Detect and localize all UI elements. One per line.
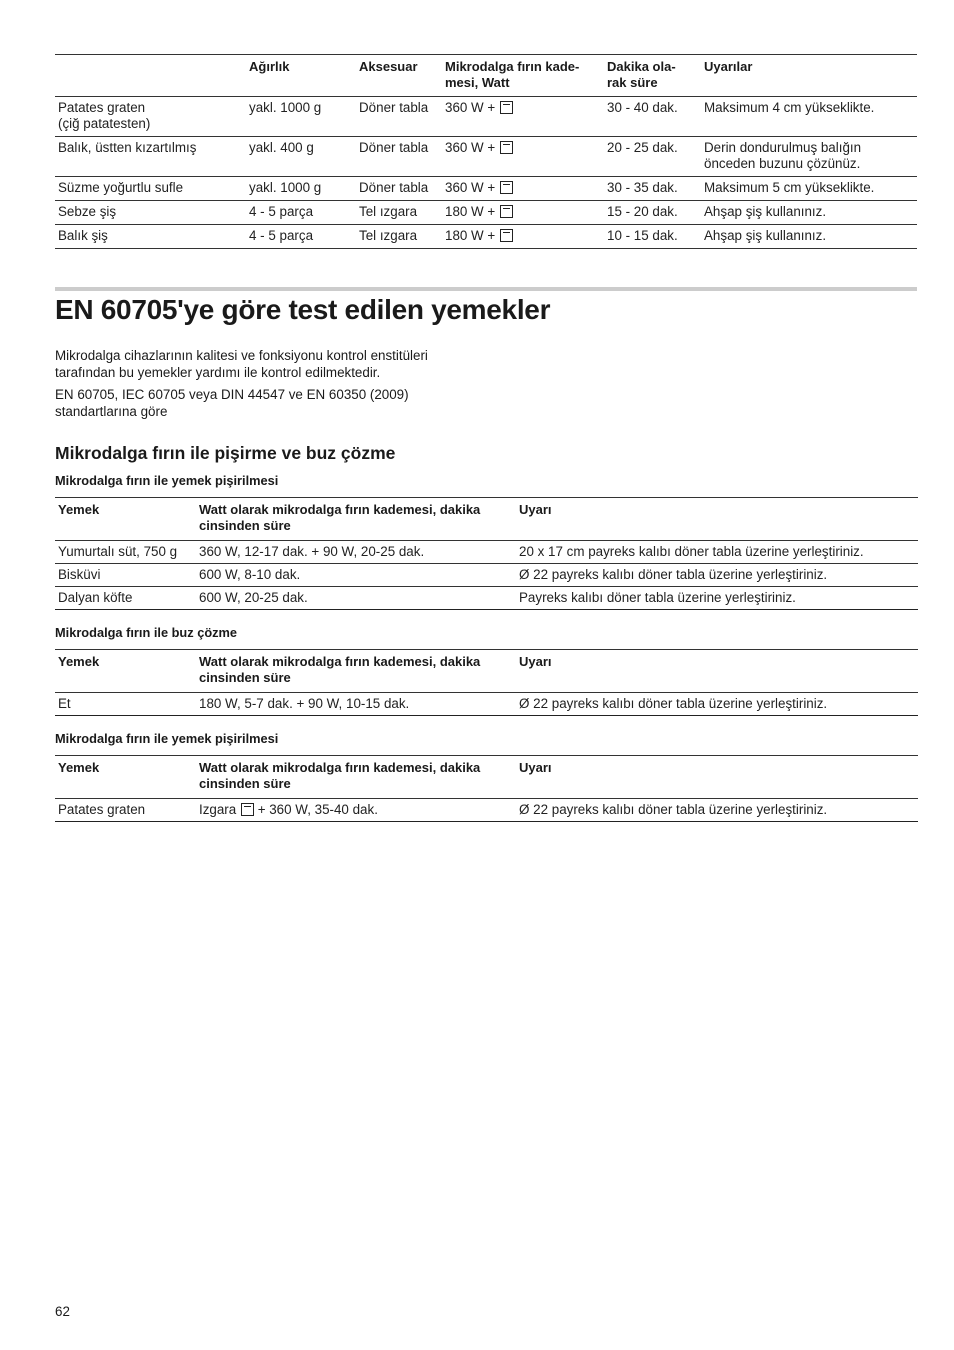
combined-test-table [55,755,918,822]
cell-power [442,225,604,249]
power-prefix: Izgara [199,802,237,817]
cell-dish: Bisküvi [58,567,101,582]
intro-paragraph: Mikrodalga cihazlarının kalitesi ve fonksiyonu kontrol enstitüleri tarafından bu yemekler yardımı ile kontrol edilmektedir. [55,348,428,380]
cell-dish: Patates graten (çiğ patatesten) [58,100,151,131]
cell-power [442,201,604,225]
header-accessory: Aksesuar [359,59,418,74]
header-dish: Yemek [58,760,100,775]
cell-power [442,177,604,201]
cell-dish: Yumurtalı süt, 750 g [58,544,178,559]
grill-icon [500,229,513,242]
grill-icon [241,803,254,816]
cell-power [196,799,516,822]
power-text: 360 W + [445,140,496,155]
table-row [55,587,918,610]
cell-power: 600 W, 20-25 dak. [199,590,308,605]
power-suffix: + 360 W, 35-40 dak. [257,802,378,817]
header-dish: Yemek [58,654,100,669]
table-row [55,225,917,249]
header-power: Watt olarak mikrodalga fırın kademesi, dakika cinsinden süre [199,502,481,533]
page-number: 62 [55,1304,70,1319]
cell-accessory: Tel ızgara [359,204,418,219]
cell-time: 10 - 15 dak. [607,228,678,243]
cell-note: Ø 22 payreks kalıbı döner tabla üzerine yerleştiriniz. [519,802,828,817]
cooking-table [55,54,917,249]
cell-power: 180 W, 5-7 dak. + 90 W, 10-15 dak. [199,696,410,711]
table-row [55,177,917,201]
cell-time: 15 - 20 dak. [607,204,678,219]
cell-time: 30 - 35 dak. [607,180,678,195]
table-row [55,137,917,177]
grill-icon [500,141,513,154]
header-power: Watt olarak mikrodalga fırın kademesi, dakika cinsinden süre [199,760,481,791]
header-weight: Ağırlık [249,59,290,74]
header-power: Watt olarak mikrodalga fırın kademesi, dakika cinsinden süre [199,654,481,685]
cell-time: 30 - 40 dak. [607,100,678,115]
grill-icon [500,101,513,114]
table-row [55,541,918,564]
cell-note: Derin dondurulmuş balığın önceden buzunu çözünüz. [704,140,862,171]
table-row [55,693,918,716]
cell-note: Ø 22 payreks kalıbı döner tabla üzerine yerleştiriniz. [519,567,828,582]
cell-power [442,137,604,177]
table-header-row [55,498,918,541]
header-dish: Yemek [58,502,100,517]
grill-icon [500,205,513,218]
power-text: 180 W + [445,204,496,219]
cell-power: 360 W, 12-17 dak. + 90 W, 20-25 dak. [199,544,425,559]
header-notes: Uyarılar [704,59,753,74]
header-note: Uyarı [519,760,552,775]
table-heading-cooking: Mikrodalga fırın ile yemek pişirilmesi [55,473,279,488]
table-header-row [55,756,918,799]
grill-icon [500,181,513,194]
cell-note: 20 x 17 cm payreks kalıbı döner tabla üzerine yerleştiriniz. [519,544,864,559]
cell-weight: 4 - 5 parça [249,204,314,219]
header-note: Uyarı [519,654,552,669]
header-time: Dakika ola- rak süre [607,59,676,90]
table-heading-defrost: Mikrodalga fırın ile buz çözme [55,625,238,640]
table-heading-cooking-2: Mikrodalga fırın ile yemek pişirilmesi [55,731,279,746]
cell-dish: Et [58,696,71,711]
cooking-test-table [55,497,918,610]
cell-accessory: Döner tabla [359,100,429,115]
cell-weight: yakl. 400 g [249,140,314,155]
section-title: EN 60705'ye göre test edilen yemekler [55,294,551,325]
table-row [55,799,918,822]
table-header-row [55,650,918,693]
defrost-test-table [55,649,918,716]
header-dish [55,55,246,97]
cell-accessory: Tel ızgara [359,228,418,243]
power-text: 360 W + [445,180,496,195]
table-row [55,201,917,225]
cell-dish: Patates graten [58,802,146,817]
cell-time: 20 - 25 dak. [607,140,678,155]
cell-note: Maksimum 5 cm yükseklikte. [704,180,875,195]
cell-dish: Balık şiş [58,228,108,243]
cell-power: 600 W, 8-10 dak. [199,567,301,582]
cell-dish: Süzme yoğurtlu sufle [58,180,184,195]
subsection-title: Mikrodalga fırın ile pişirme ve buz çözme [55,443,396,463]
table-row [55,564,918,587]
cell-weight: yakl. 1000 g [249,100,322,115]
cell-note: Maksimum 4 cm yükseklikte. [704,100,875,115]
cell-note: Ahşap şiş kullanınız. [704,228,827,243]
cell-accessory: Döner tabla [359,180,429,195]
cell-dish: Sebze şiş [58,204,117,219]
cell-note: Ahşap şiş kullanınız. [704,204,827,219]
cell-power [442,97,604,137]
cell-note: Ø 22 payreks kalıbı döner tabla üzerine yerleştiriniz. [519,696,828,711]
table-row [55,97,917,137]
cell-weight: 4 - 5 parça [249,228,314,243]
cell-dish: Balık, üstten kızartılmış [58,140,197,155]
header-note: Uyarı [519,502,552,517]
power-text: 360 W + [445,100,496,115]
standards-paragraph: EN 60705, IEC 60705 veya DIN 44547 ve EN 60350 (2009) standartlarına göre [55,387,409,419]
cell-dish: Dalyan köfte [58,590,133,605]
power-text: 180 W + [445,228,496,243]
header-power: Mikrodalga fırın kade- mesi, Watt [445,59,580,90]
cell-weight: yakl. 1000 g [249,180,322,195]
cell-accessory: Döner tabla [359,140,429,155]
cell-note: Payreks kalıbı döner tabla üzerine yerleştiriniz. [519,590,796,605]
table-header-row [55,55,917,97]
